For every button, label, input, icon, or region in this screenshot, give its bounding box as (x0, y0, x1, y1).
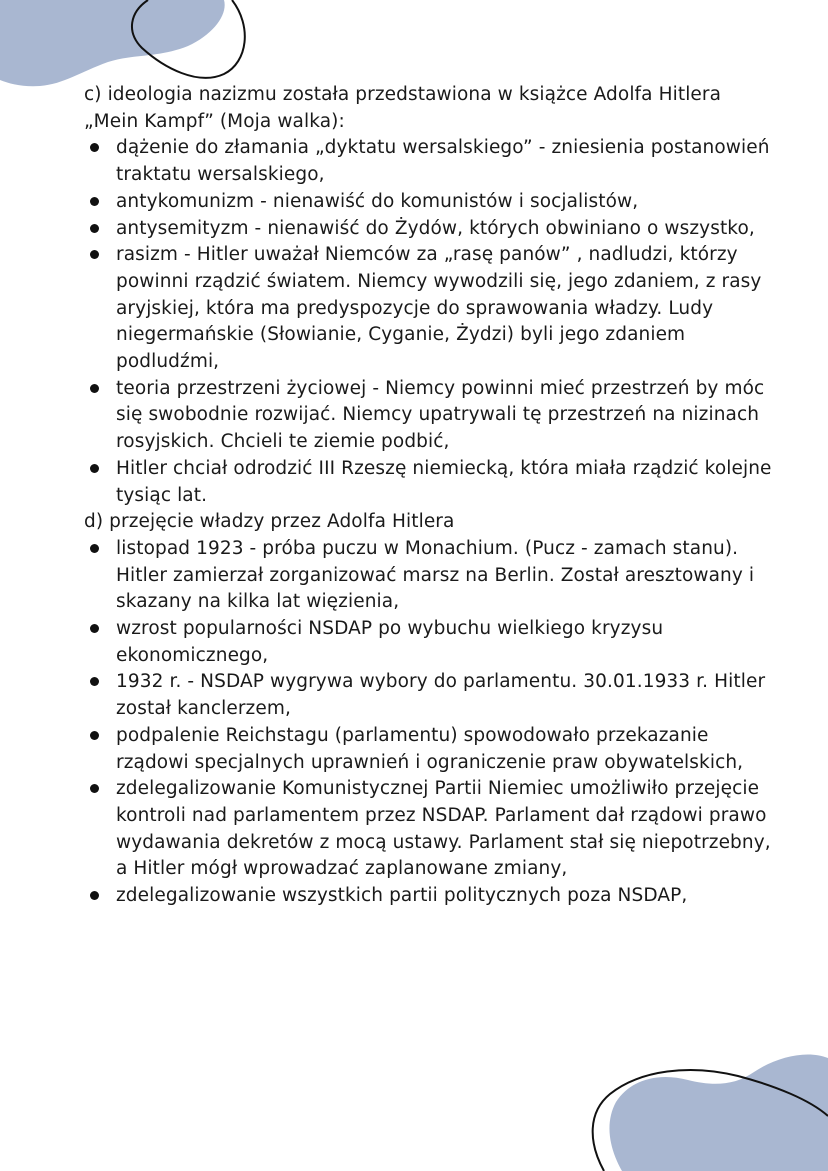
list-item-text: zdelegalizowanie wszystkich partii politycznych poza NSDAP, (116, 885, 688, 907)
list-item-text: teoria przestrzeni życiowej - Niemcy powinni mieć przestrzeń by móc się swobodnie rozwijać. Niemcy upatrywali tę przestrzeń na nizinach rosyjskich. Chcieli te ziemie podbić, (116, 377, 765, 453)
bullet-icon (90, 624, 99, 633)
list-item-text: wzrost popularności NSDAP po wybuchu wielkiego kryzysu ekonomicznego, (116, 618, 664, 666)
list-item-text: rasizm - Hitler uważał Niemców za „rasę panów” , nadludzi, którzy powinni rządzić światem. Niemcy wywodzili się, jego zdaniem, z rasy aryjskiej, która ma predyspozycje do sprawowania władzy. Ludy niegermańskie (Słowianie, Cyganie, Żydzi) byli jego zdaniem podludźmi, (116, 244, 762, 373)
bullet-icon (90, 224, 99, 233)
section-c-list (84, 135, 774, 509)
bullet-icon (90, 464, 99, 473)
bullet-icon (90, 384, 99, 393)
list-item (84, 669, 774, 722)
list-item (84, 536, 774, 616)
list-item (84, 376, 774, 456)
section-d-heading: d) przejęcie władzy przez Adolfa Hitlera (84, 511, 455, 533)
top-left-blob (0, 0, 225, 86)
section-c-heading: c) ideologia nazizmu została przedstawiona w książce Adolfa Hitlera „Mein Kampf” (Moja walka): (84, 84, 722, 132)
list-item-text: Hitler chciał odrodzić III Rzeszę niemiecką, która miała rządzić kolejne tysiąc lat. (116, 457, 772, 506)
section-d-list (84, 536, 774, 910)
list-item (84, 456, 774, 509)
list-item-text: podpalenie Reichstagu (parlamentu) spowodowało przekazanie rządowi specjalnych uprawnień i ograniczenie praw obywatelskich, (116, 724, 744, 773)
notes-body (84, 82, 774, 910)
bullet-icon (90, 731, 99, 740)
bullet-icon (90, 677, 99, 686)
list-item-text: antysemityzm - nienawiść do Żydów, których obwiniano o wszystko, (116, 217, 755, 239)
list-item (84, 883, 774, 910)
bullet-icon (90, 197, 99, 206)
list-item-text: zdelegalizowanie Komunistycznej Partii Niemiec umożliwiło przejęcie kontroli nad parlamentem przez NSDAP. Parlament dał rządowi prawo wydawania dekretów z mocą ustawy. Parlament stał się niepotrzebny, a Hitler mógł wprowadzać zaplanowane zmiany, (116, 778, 771, 880)
bullet-icon (90, 891, 99, 900)
list-item (84, 776, 774, 883)
list-item (84, 189, 774, 216)
list-item-text: 1932 r. - NSDAP wygrywa wybory do parlamentu. 30.01.1933 r. Hitler został kanclerzem, (116, 671, 766, 720)
list-item (84, 616, 774, 669)
bullet-icon (90, 143, 99, 152)
list-item (84, 723, 774, 776)
list-item (84, 216, 774, 243)
list-item (84, 242, 774, 376)
bullet-icon (90, 784, 99, 793)
list-item-text: dążenie do złamania „dyktatu wersalskiego” - zniesienia postanowień traktatu wersalskiego, (116, 137, 770, 186)
list-item-text: antykomunizm - nienawiść do komunistów i socjalistów, (116, 190, 639, 212)
bullet-icon (90, 544, 99, 553)
list-item-text: listopad 1923 - próba puczu w Monachium. (Pucz - zamach stanu). Hitler zamierzał zorganizować marsz na Berlin. Został aresztowany i skazany na kilka lat więzienia, (116, 537, 755, 613)
list-item (84, 135, 774, 188)
bullet-icon (90, 250, 99, 259)
